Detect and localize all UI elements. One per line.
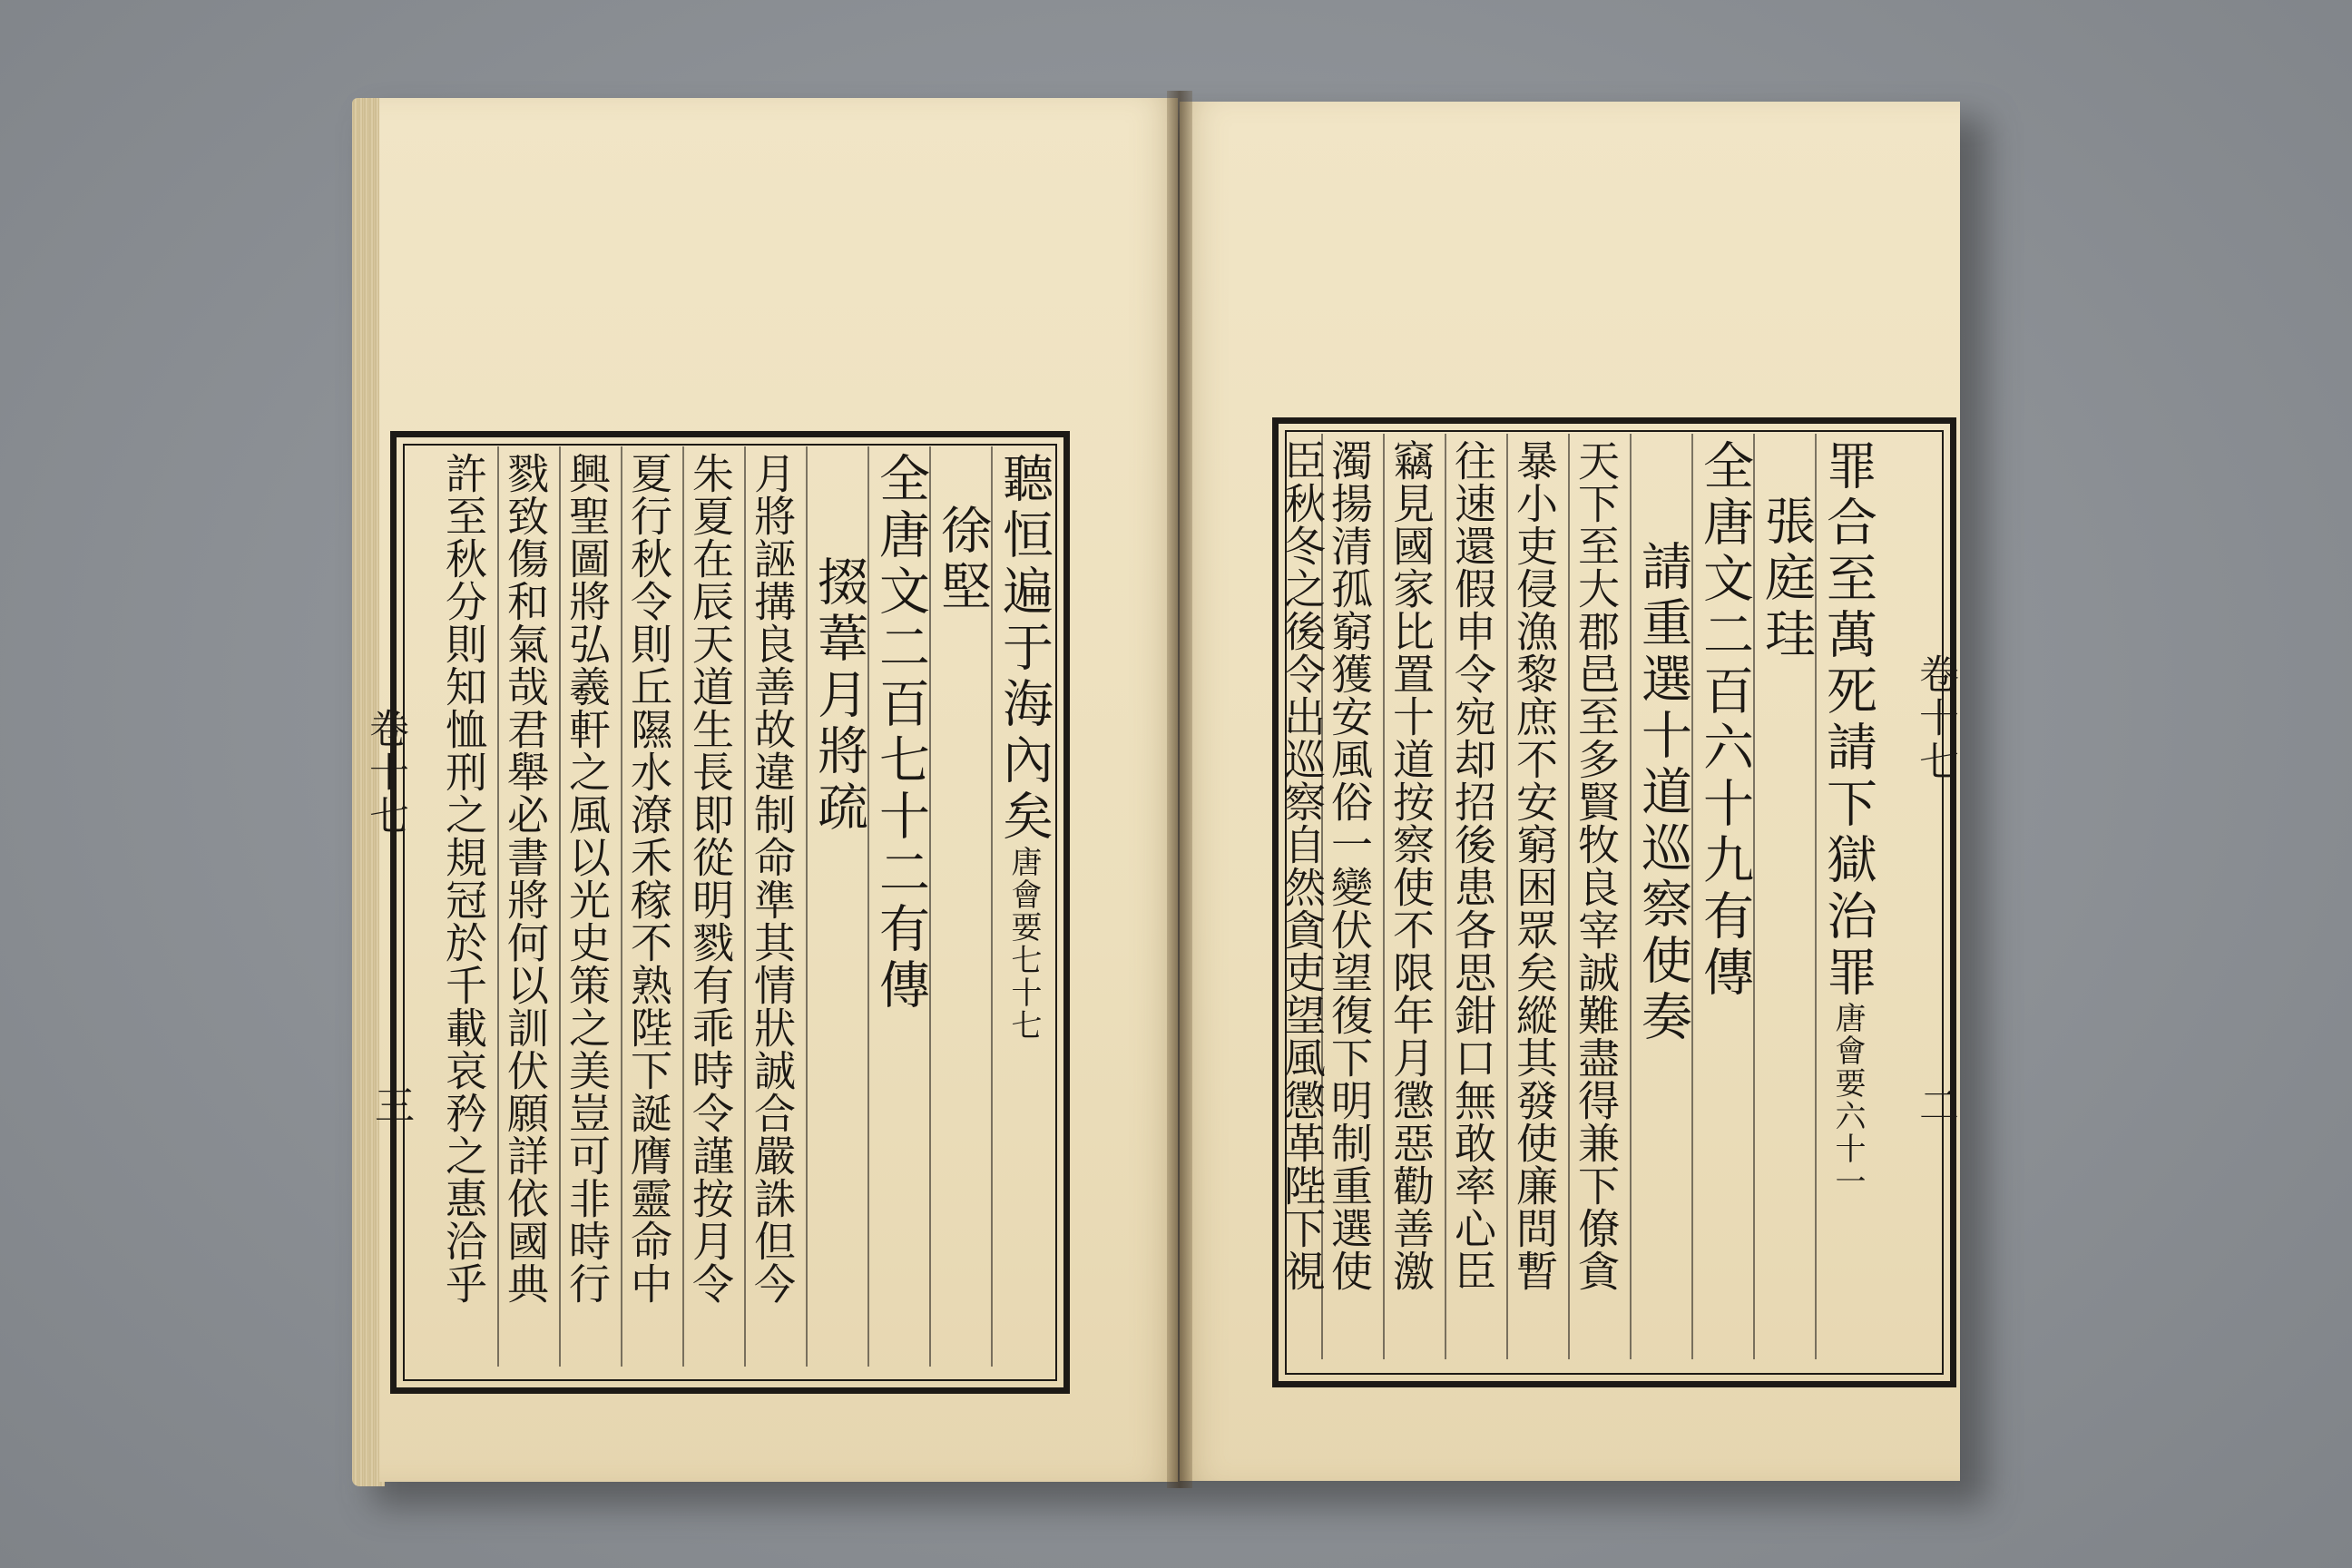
column-text: 朱夏在辰天道生長即從明戮有乖時令謹按月令 — [686, 452, 735, 1305]
right-column-4 — [1633, 540, 1692, 1046]
left-column-7 — [624, 452, 673, 1305]
column-text: 全唐文二百六十九有傳 — [1695, 439, 1754, 1002]
left-column-5 — [748, 452, 797, 1305]
column-text: 月將誣搆良善故違制命準其情狀誠合嚴誅但今 — [748, 452, 797, 1305]
right-spine-page-number: 二 — [1912, 1084, 1958, 1128]
right-column-2 — [1757, 495, 1816, 663]
column-text: 興聖圖將弘羲軒之風以光史策之美豈可非時行 — [563, 452, 612, 1305]
book-gutter — [1167, 91, 1192, 1488]
left-spine-page-number: 三 — [368, 1084, 414, 1128]
column-text: 掇葦月將疏 — [809, 555, 868, 837]
column-text: 戮致傷和氣哉君舉必書將何以訓伏願詳依國典 — [501, 452, 550, 1305]
column-rule — [1383, 434, 1385, 1359]
column-text: 許至秋分則知恤刑之規冠於千載哀矜之惠洽乎 — [439, 452, 488, 1305]
column-rule — [1568, 434, 1570, 1359]
right-column-9 — [1325, 439, 1374, 1292]
column-rule — [744, 446, 746, 1367]
column-text: 暴小吏侵漁黎庶不安窮困眾矣縱其發使廉問暫 — [1510, 439, 1559, 1292]
left-column-10 — [439, 452, 488, 1305]
column-rule — [1506, 434, 1508, 1359]
column-rule — [559, 446, 561, 1367]
column-text: 全唐文二百七十二有傳 — [871, 452, 930, 1014]
column-note: 唐會要六十一 — [1829, 1002, 1866, 1198]
left-column-9 — [501, 452, 550, 1305]
right-column-6 — [1510, 439, 1559, 1292]
column-text: 罪合至萬死請下獄治罪 — [1818, 439, 1877, 1002]
column-text: 往速還假申令宛却招後患各思鉗口無敢率心臣 — [1448, 439, 1497, 1292]
column-rule — [1445, 434, 1446, 1359]
right-spine-volume: 卷十七 — [1912, 653, 1958, 784]
column-text: 竊見國家比置十道按察使不限年月懲惡勸善激 — [1387, 439, 1436, 1292]
left-column-2 — [933, 504, 992, 616]
column-rule — [806, 446, 808, 1367]
column-text: 聽恒遍于海內矣 — [995, 452, 1054, 846]
right-column-7 — [1448, 439, 1497, 1292]
column-text: 天下至大郡邑至多賢牧良宰誠難盡得兼下僚貪 — [1572, 439, 1621, 1292]
right-column-1 — [1818, 439, 1877, 1198]
column-rule — [1630, 434, 1632, 1359]
column-text: 臣秋冬之後令出巡察自然貪吏望風懲革陛下視 — [1278, 439, 1327, 1292]
left-spine-volume: 卷十七 — [362, 708, 408, 838]
left-column-6 — [686, 452, 735, 1305]
column-rule — [497, 446, 499, 1367]
right-column-10 — [1278, 439, 1327, 1292]
left-column-1 — [995, 452, 1054, 1042]
column-text: 濁揚清孤窮獲安風俗一變伏望復下明制重選使 — [1325, 439, 1374, 1292]
column-text: 請重選十道巡察使奏 — [1633, 540, 1692, 1046]
right-column-8 — [1387, 439, 1436, 1292]
right-column-3 — [1695, 439, 1754, 1002]
right-column-5 — [1572, 439, 1621, 1292]
left-column-3 — [871, 452, 930, 1014]
column-note: 唐會要七十七 — [1005, 846, 1042, 1042]
column-rule — [682, 446, 684, 1367]
left-column-4 — [809, 555, 868, 837]
column-rule — [621, 446, 622, 1367]
column-text: 夏行秋令則丘隰水潦禾稼不熟陛下誕膺靈命中 — [624, 452, 673, 1305]
column-text: 徐堅 — [933, 504, 992, 616]
column-text: 張庭珪 — [1757, 495, 1816, 663]
left-column-8 — [563, 452, 612, 1305]
